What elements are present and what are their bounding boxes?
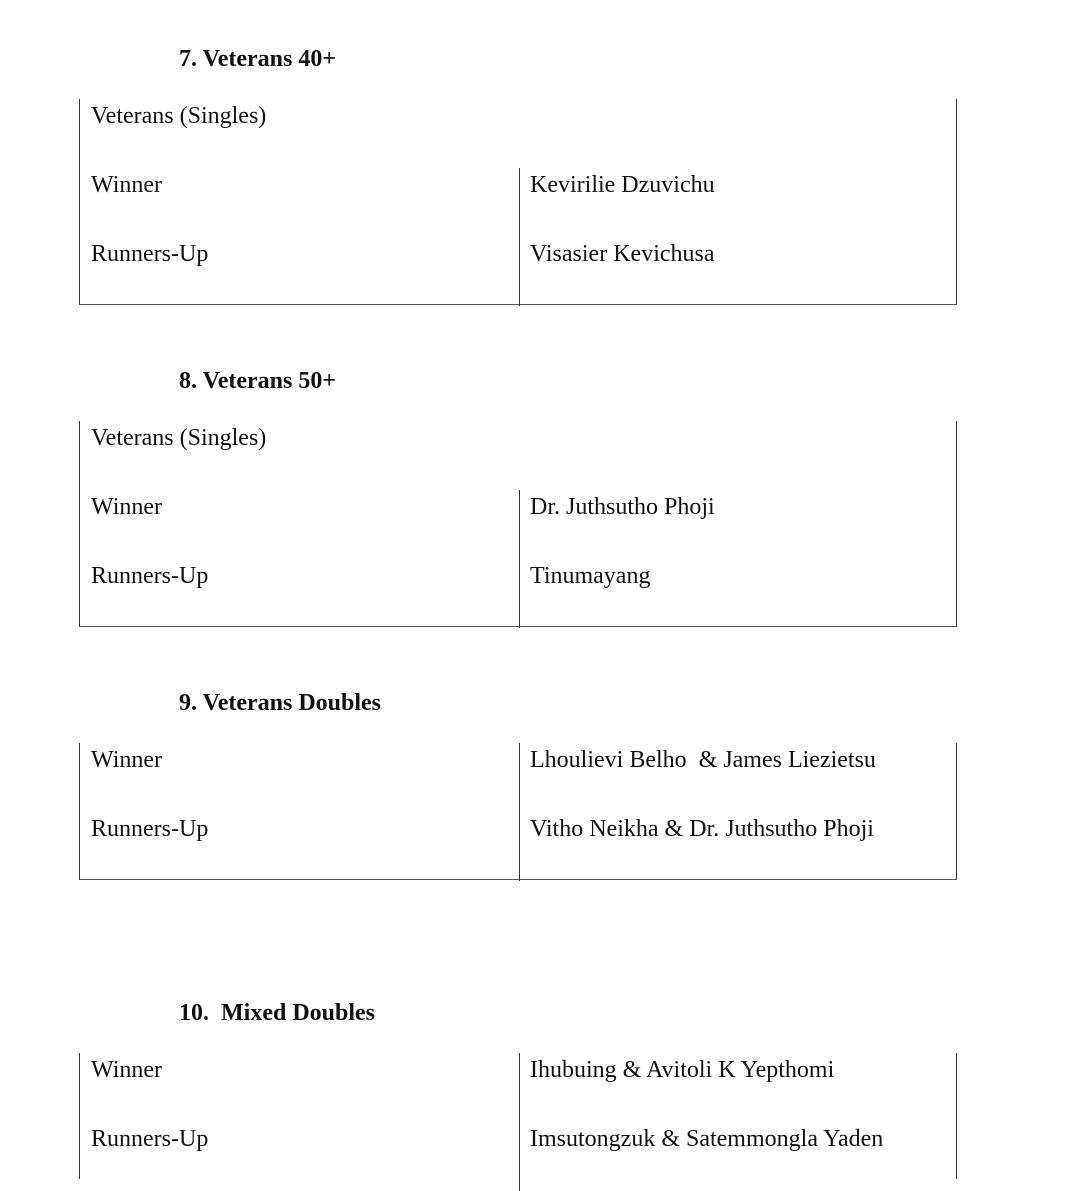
table-row — [80, 559, 956, 628]
row-label: Runners-Up — [91, 241, 209, 267]
table-row — [80, 490, 956, 559]
table-caption: Veterans (Singles) — [91, 425, 267, 451]
table-row — [80, 237, 956, 306]
section-heading-mixed-doubles: 10. Mixed Doubles — [179, 1000, 376, 1026]
table-row — [80, 743, 956, 812]
section-heading-veterans-doubles: 9. Veterans Doubles — [179, 690, 382, 716]
section-heading-veterans-50: 8. Veterans 50+ — [179, 368, 337, 394]
row-label: Winner — [91, 1057, 163, 1083]
results-table-veterans-doubles — [79, 743, 957, 880]
table-caption-row — [80, 99, 956, 168]
row-label: Runners-Up — [91, 1126, 209, 1152]
table-row — [80, 1122, 956, 1191]
section-heading-veterans-40: 7. Veterans 40+ — [179, 46, 337, 72]
table-row — [80, 168, 956, 237]
table-row — [80, 1053, 956, 1122]
row-value: Visasier Kevichusa — [519, 237, 956, 306]
row-value: Tinumayang — [519, 559, 956, 628]
table-caption-row — [80, 421, 956, 490]
row-value: Imsutongzuk & Satemmongla Yaden — [519, 1122, 956, 1191]
table-caption: Veterans (Singles) — [91, 103, 267, 129]
row-value: Dr. Juthsutho Phoji — [519, 490, 956, 559]
row-label: Winner — [91, 172, 163, 198]
results-table-mixed-doubles — [79, 1053, 957, 1179]
row-label: Winner — [91, 494, 163, 520]
row-value: Ihubuing & Avitoli K Yepthomi — [519, 1053, 956, 1122]
row-label: Runners-Up — [91, 816, 209, 842]
row-label: Winner — [91, 747, 163, 773]
results-table-veterans-40 — [79, 99, 957, 305]
results-table-veterans-50 — [79, 421, 957, 627]
row-label: Runners-Up — [91, 563, 209, 589]
row-value: Lhoulievi Belho & James Liezietsu — [519, 743, 956, 812]
row-value: Kevirilie Dzuvichu — [519, 168, 956, 237]
table-row — [80, 812, 956, 881]
row-value: Vitho Neikha & Dr. Juthsutho Phoji — [519, 812, 956, 881]
